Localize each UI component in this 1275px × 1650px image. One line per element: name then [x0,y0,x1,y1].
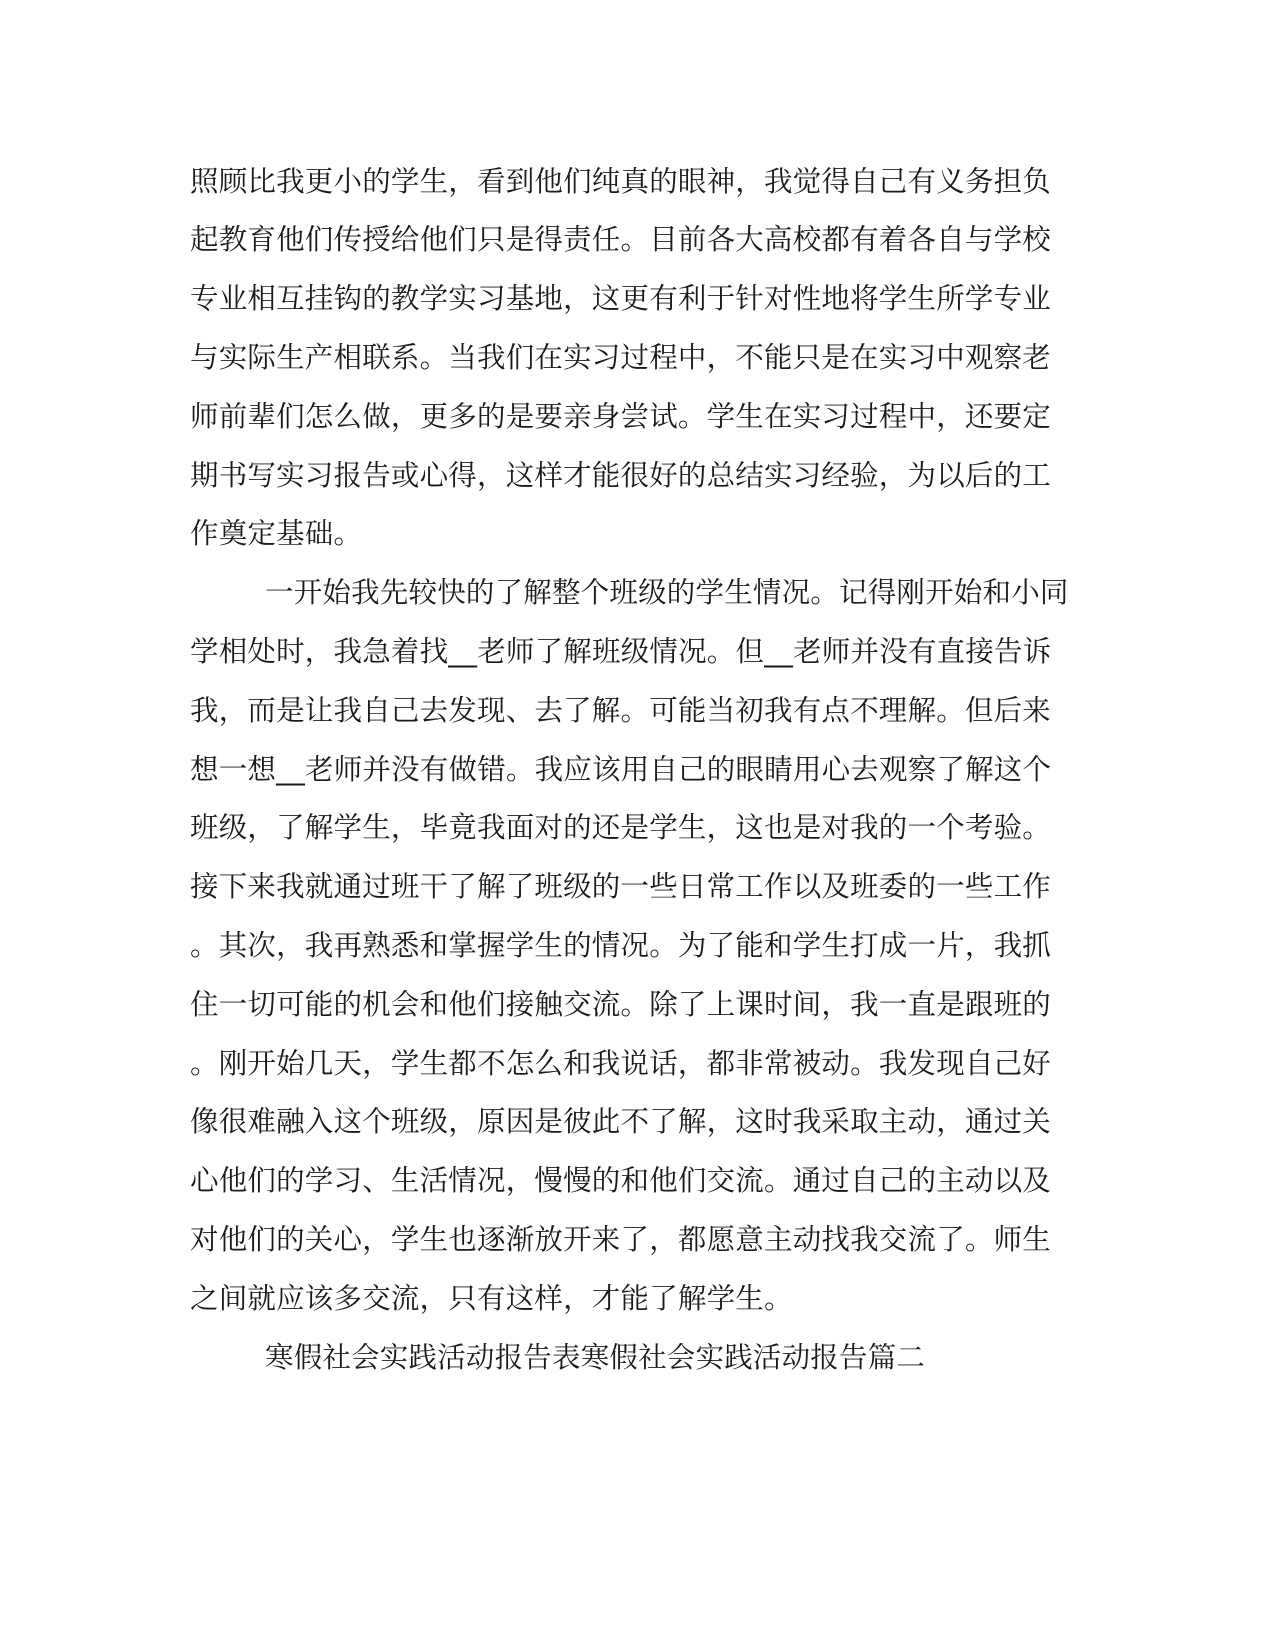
text-line: 接下来我就通过班干了解了班级的一些日常工作以及班委的一些工作 [190,870,1052,903]
text-line: 对他们的关心，学生也逐渐放开来了，都愿意主动找我交流了。师生 [190,1223,1052,1256]
text-line: 学相处时，我急着找__老师了解班级情况。但__老师并没有直接告诉 [190,635,1052,668]
text-line: 之间就应该多交流，只有这样，才能了解学生。 [190,1282,793,1315]
text-line: 期书写实习报告或心得，这样才能很好的总结实习经验，为以后的工 [190,459,1052,492]
text-line: 专业相互挂钩的教学实习基地，这更有利于针对性地将学生所学专业 [190,282,1052,315]
text-line: 与实际生产相联系。当我们在实习过程中，不能只是在实习中观察老 [190,341,1052,374]
text-line: 我，而是让我自己去发现、去了解。可能当初我有点不理解。但后来 [190,694,1052,727]
text-line: 心他们的学习、生活情况，慢慢的和他们交流。通过自己的主动以及 [190,1164,1052,1197]
text-line: 想一想__老师并没有做错。我应该用自己的眼睛用心去观察了解这个 [190,753,1052,786]
text-line: 像很难融入这个班级，原因是彼此不了解，这时我采取主动，通过关 [190,1105,1052,1138]
text-line: 照顾比我更小的学生，看到他们纯真的眼神，我觉得自己有义务担负 [190,165,1052,198]
text-line: 。其次，我再熟悉和掌握学生的情况。为了能和学生打成一片，我抓 [190,929,1052,962]
text-line: 作奠定基础。 [190,517,363,550]
text-line: 住一切可能的机会和他们接触交流。除了上课时间，我一直是跟班的 [190,988,1052,1021]
text-line: 。刚开始几天，学生都不怎么和我说话，都非常被动。我发现自己好 [190,1047,1052,1080]
text-line: 班级，了解学生，毕竟我面对的还是学生，这也是对我的一个考验。 [190,811,1052,844]
text-line: 起教育他们传授给他们只是得责任。目前各大高校都有着各自与学校 [190,223,1052,256]
section-heading: 寒假社会实践活动报告表寒假社会实践活动报告篇二 [265,1341,926,1374]
text-line: 一开始我先较快的了解整个班级的学生情况。记得刚开始和小同 [265,576,1069,609]
text-line: 师前辈们怎么做，更多的是要亲身尝试。学生在实习过程中，还要定 [190,400,1052,433]
